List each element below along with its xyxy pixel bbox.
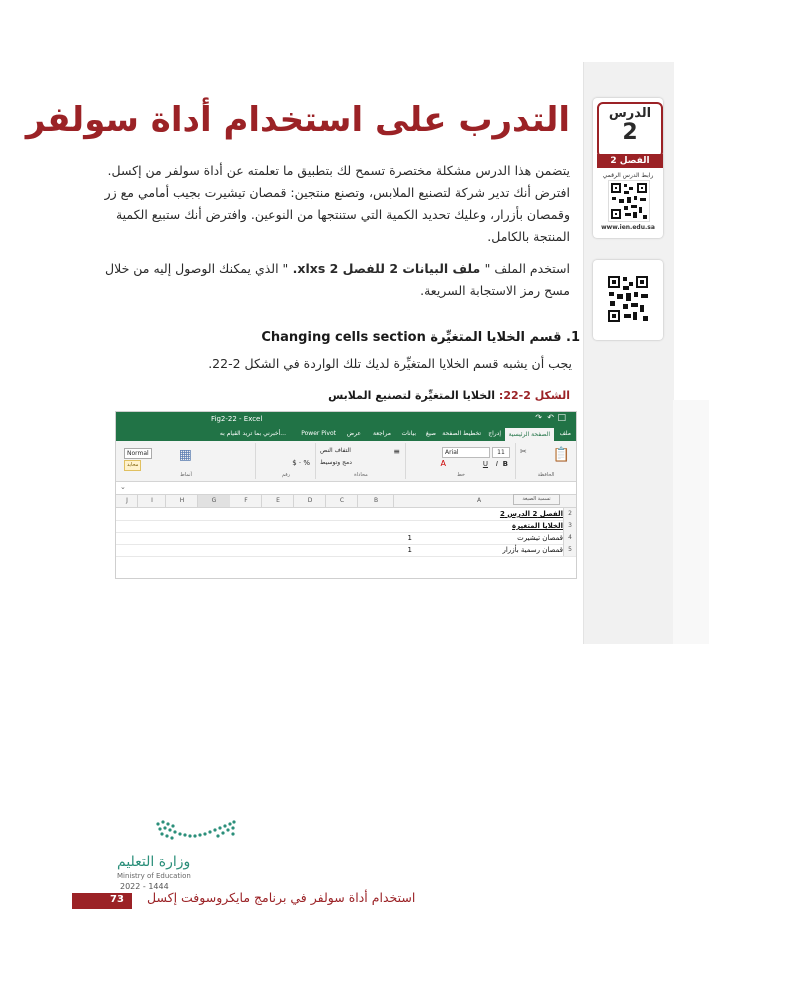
col-header-i[interactable]: I — [137, 495, 166, 507]
ministry-name-ar: وزارة التعليم — [117, 854, 191, 870]
qr-code-icon[interactable] — [606, 274, 650, 324]
footer-title: استخدام أداة سولفر في برنامج مايكروسوفت إكسل — [147, 890, 416, 905]
style-neutral[interactable]: محايد — [124, 460, 141, 471]
lesson-badge — [593, 98, 663, 238]
font-name-select[interactable]: Arial — [442, 447, 490, 458]
scenario-paragraph: افترض أنك تدير شركة لتصنيع الملابس، وتصنع منتجين: قمصان تيشيرت بجيب أمامي مع زر وقمصان بأزرار، وعليك تحديد الكمية التي ستنتجها من النوعين. وافترض أنك ستبيع الكمية المنتجة بالكامل. — [104, 185, 570, 244]
group-clipboard — [515, 443, 576, 479]
excel-window — [115, 411, 577, 579]
qr-box — [593, 260, 663, 340]
cell-a4[interactable]: قمصان تيشيرت — [517, 534, 563, 542]
merge-center-button[interactable]: دمج وتوسيط — [320, 459, 352, 466]
intro-paragraph: يتضمن هذا الدرس مشكلة مختصرة تسمح لك بتطبيق ما تعلمته عن أداة سولفر من إكسل. — [107, 163, 570, 178]
format-table-icon[interactable]: ▦ — [178, 447, 192, 463]
col-header-c[interactable]: C — [325, 495, 358, 507]
col-header-f[interactable]: F — [229, 495, 262, 507]
sheet-grid — [116, 496, 576, 568]
cell-a2[interactable]: الفصل 2 الدرس 2 — [499, 510, 563, 518]
excel-window-title: Fig2-22 - Excel — [211, 415, 263, 423]
col-header-e[interactable]: E — [261, 495, 294, 507]
col-header-d[interactable]: D — [293, 495, 326, 507]
group-font — [405, 443, 516, 479]
save-icon[interactable]: □ — [557, 413, 566, 423]
name-box[interactable]: تسمية الصيغة — [513, 494, 560, 505]
row-number[interactable]: 5 — [563, 544, 576, 556]
tab-data[interactable]: بيانات — [401, 430, 416, 437]
style-normal[interactable]: Normal — [124, 448, 152, 459]
group-label-styles: أنماط — [180, 472, 192, 478]
underline-icon[interactable]: U — [482, 460, 488, 468]
currency-icon[interactable]: $ · % — [292, 459, 310, 467]
excel-title-bar — [116, 412, 576, 428]
bold-icon[interactable]: B — [502, 460, 508, 468]
cut-icon[interactable]: ✂ — [520, 447, 527, 456]
file-paragraph — [100, 258, 570, 302]
col-header-j[interactable]: J — [115, 495, 138, 507]
side-panel-shade — [673, 400, 709, 644]
tab-view[interactable]: عرض — [346, 430, 361, 437]
qr-code-icon[interactable] — [608, 180, 650, 222]
col-header-g[interactable]: G — [197, 495, 230, 507]
formula-bar[interactable] — [116, 482, 576, 495]
cell-a3[interactable]: الخلايا المتغيرة — [512, 522, 563, 530]
cell-b4[interactable]: 1 — [407, 534, 412, 542]
col-header-a[interactable]: A — [393, 495, 564, 507]
digital-lesson-label: رابط الدرس الرقمي — [602, 172, 654, 179]
step-text: يجب أن يشبه قسم الخلايا المتغيِّرة لديك تلك الواردة في الشكل 2-22. — [208, 356, 572, 371]
tab-review[interactable]: مراجعة — [372, 430, 391, 437]
file-paragraph-end: " الذي يمكنك الوصول إليه من خلال مسح رمز الاستجابة السريعة. — [105, 261, 570, 298]
chevron-down-icon[interactable]: ⌄ — [120, 483, 126, 491]
tab-page-layout[interactable]: تخطيط الصفحة — [442, 430, 481, 437]
row-number[interactable]: 4 — [563, 532, 576, 544]
page-title: التدرب على استخدام أداة سولفر — [25, 100, 570, 140]
font-size-select[interactable]: 11 — [492, 447, 510, 458]
group-label-number: رقم — [281, 472, 291, 478]
ministry-logo-icon — [152, 818, 238, 852]
lesson-number: 2 — [622, 120, 638, 145]
redo-icon[interactable]: ↷ — [535, 413, 542, 422]
data-file-name: ملف البيانات 2 للفصل 2 xlxs. — [288, 261, 485, 276]
font-color-icon[interactable]: A — [440, 459, 446, 468]
cell-b5[interactable]: 1 — [407, 546, 412, 554]
wrap-text-button[interactable]: التفاف النص — [320, 447, 351, 454]
ribbon — [116, 441, 576, 482]
chapter-tag: الفصل 2 — [597, 154, 663, 168]
ribbon-tabs — [116, 428, 576, 441]
tab-home[interactable]: الصفحة الرئيسية — [505, 428, 554, 441]
year-label: 2022 - 1444 — [120, 882, 169, 891]
figure-caption-text: الخلايا المتغيِّرة لتصنيع الملابس — [328, 389, 499, 402]
tab-power-pivot[interactable]: Power Pivot — [301, 430, 336, 437]
row-number[interactable]: 3 — [563, 520, 576, 532]
undo-icon[interactable]: ↶ — [547, 413, 554, 422]
figure-caption — [328, 389, 570, 402]
file-paragraph-start: استخدم الملف " — [484, 261, 570, 276]
lesson-number-box — [597, 102, 663, 158]
column-headers — [116, 495, 576, 508]
group-label-clipboard: الحافظة — [537, 472, 555, 478]
tab-file[interactable]: ملف — [559, 430, 571, 437]
group-styles — [115, 443, 256, 479]
col-header-h[interactable]: H — [165, 495, 198, 507]
group-number — [255, 443, 316, 479]
site-url[interactable]: www.ien.edu.sa — [601, 224, 655, 231]
row-number[interactable]: 2 — [563, 508, 576, 520]
page-number: 73 — [110, 894, 124, 905]
step-heading: 1. قسم الخلايا المتغيِّرة Changing cells section — [261, 330, 580, 345]
tab-formulas[interactable]: صيغ — [425, 430, 436, 437]
lesson-label: الدرس — [608, 106, 652, 121]
ministry-name-en: Ministry of Education — [117, 872, 191, 880]
tab-insert[interactable]: إدراج — [488, 430, 501, 437]
italic-icon[interactable]: I — [495, 460, 498, 468]
figure-number: الشكل 2-22: — [498, 389, 570, 402]
group-label-font: خط — [457, 472, 465, 478]
align-icon[interactable]: ≡ — [393, 447, 400, 456]
table-row — [116, 544, 576, 557]
cell-a5[interactable]: قمصان رسمية بأزرار — [502, 546, 563, 554]
group-label-alignment: محاذاة — [354, 472, 368, 478]
group-alignment — [315, 443, 406, 479]
tell-me-box[interactable]: أخبرني بما تريد القيام به... — [219, 430, 286, 437]
col-header-b[interactable]: B — [357, 495, 394, 507]
paste-icon[interactable]: 📋 — [552, 447, 570, 463]
